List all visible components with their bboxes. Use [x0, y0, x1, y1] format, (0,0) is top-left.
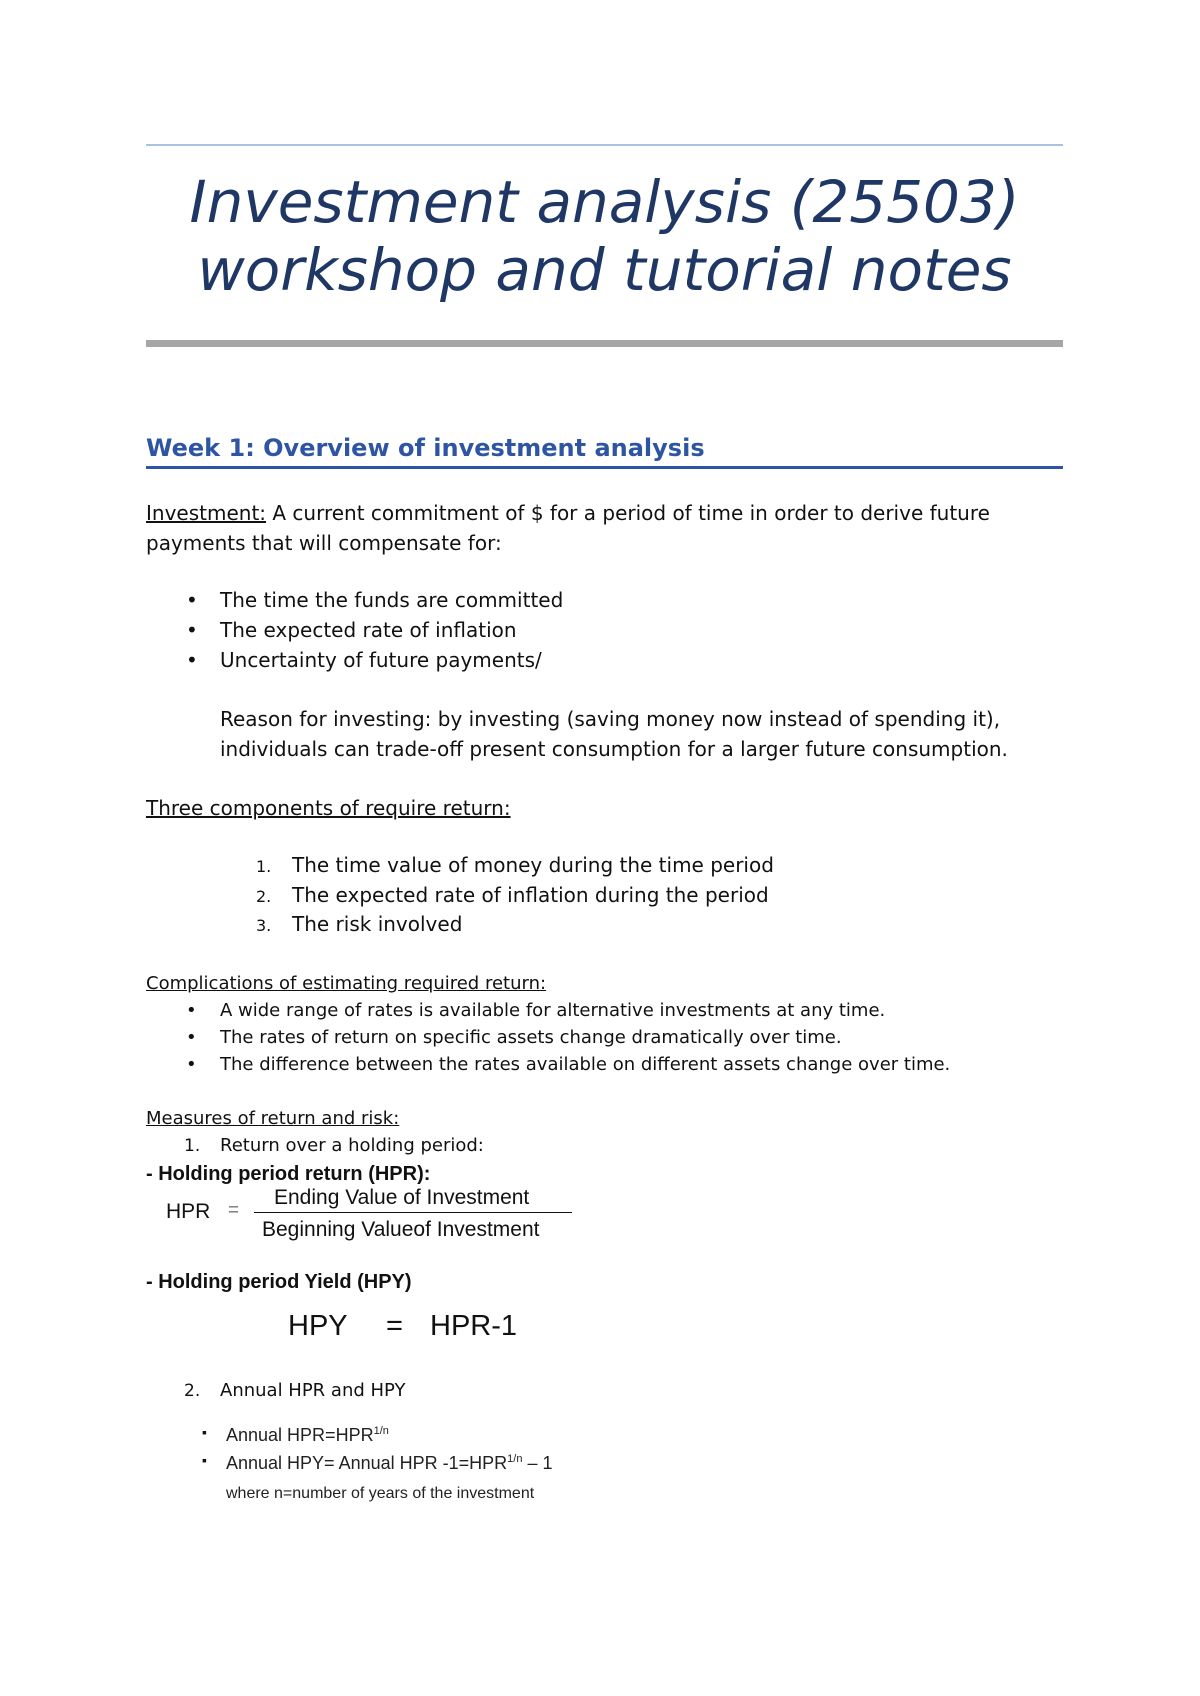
hpr-formula-lhs: HPR [166, 1200, 211, 1223]
investment-definition [146, 498, 1063, 528]
list-item-text: The difference between the rates available on different assets change over time. [220, 1054, 951, 1075]
list-item-text: The rates of return on specific assets change dramatically over time. [220, 1027, 842, 1048]
list-item-text: The time the funds are committed [220, 588, 564, 612]
reason-line-1: Reason for investing: by investing (saving money now instead of spending it), [220, 707, 1001, 731]
hpy-formula-lhs: HPY [288, 1310, 348, 1342]
list-number: 2. [184, 1381, 201, 1401]
annual-hpy-exponent: 1/n [507, 1453, 523, 1465]
hpr-formula-numerator: Ending Value of Investment [274, 1186, 530, 1209]
hpy-formula-equals: = [386, 1310, 403, 1342]
list-item-text: Annual HPR and HPY [220, 1380, 406, 1401]
title-top-rule [146, 144, 1063, 146]
investment-term: Investment: [146, 501, 267, 525]
hpy-formula-rhs: HPR-1 [430, 1310, 518, 1342]
title-bottom-rule [146, 340, 1063, 347]
bullet-icon: • [186, 1027, 197, 1048]
bullet-icon: • [186, 618, 198, 642]
investment-line-2: payments that will compensate for: [146, 531, 502, 555]
list-number: 1. [256, 857, 272, 876]
list-number: 3. [256, 916, 272, 935]
document-title-line-1: Investment analysis (25503) [189, 168, 1020, 236]
square-bullet-icon: ▪ [202, 1424, 207, 1440]
annual-hpr-exponent: 1/n [373, 1425, 389, 1437]
bullet-icon: • [186, 1054, 197, 1075]
complications-heading: Complications of estimating required return: [146, 973, 547, 994]
square-bullet-icon: ▪ [202, 1452, 207, 1468]
section-heading: Week 1: Overview of investment analysis [146, 434, 705, 462]
annual-note: where n=number of years of the investment [226, 1485, 535, 1502]
bullet-icon: • [186, 588, 198, 612]
annual-hpy-tail: – 1 [522, 1453, 553, 1473]
annual-hpr-formula [226, 1425, 389, 1446]
annual-hpy-formula [226, 1453, 552, 1474]
hpr-formula-equals: = [228, 1200, 240, 1221]
components-heading: Three components of require return: [146, 796, 511, 820]
list-item-text: The time value of money during the time period [292, 853, 774, 877]
bullet-icon: • [186, 648, 198, 672]
hpy-label: - Holding period Yield (HPY) [146, 1271, 412, 1293]
reason-line-2: individuals can trade-off present consumption for a larger future consumption. [220, 737, 1008, 761]
measures-heading: Measures of return and risk: [146, 1108, 400, 1129]
hpr-formula-denominator: Beginning Valueof Investment [262, 1218, 540, 1241]
list-item-text: The expected rate of inflation during the period [292, 883, 769, 907]
investment-line-1: A current commitment of $ for a period of time in order to derive future [266, 501, 990, 525]
hpr-fraction-bar [254, 1212, 572, 1213]
bullet-icon: • [186, 1000, 197, 1021]
list-item-text: A wide range of rates is available for alternative investments at any time. [220, 1000, 886, 1021]
list-number: 1. [184, 1136, 201, 1156]
document-title-line-2: workshop and tutorial notes [197, 236, 1012, 304]
annual-hpy-text: Annual HPY= Annual HPR -1=HPR [226, 1453, 508, 1473]
section-heading-rule [146, 466, 1063, 469]
annual-hpr-text: Annual HPR=HPR [226, 1425, 374, 1445]
hpr-label: - Holding period return (HPR): [146, 1163, 431, 1185]
list-item-text: The risk involved [292, 912, 463, 936]
list-item-text: The expected rate of inflation [220, 618, 517, 642]
list-item-text: Uncertainty of future payments/ [220, 648, 542, 672]
list-item-text: Return over a holding period: [220, 1135, 484, 1156]
list-number: 2. [256, 887, 272, 906]
